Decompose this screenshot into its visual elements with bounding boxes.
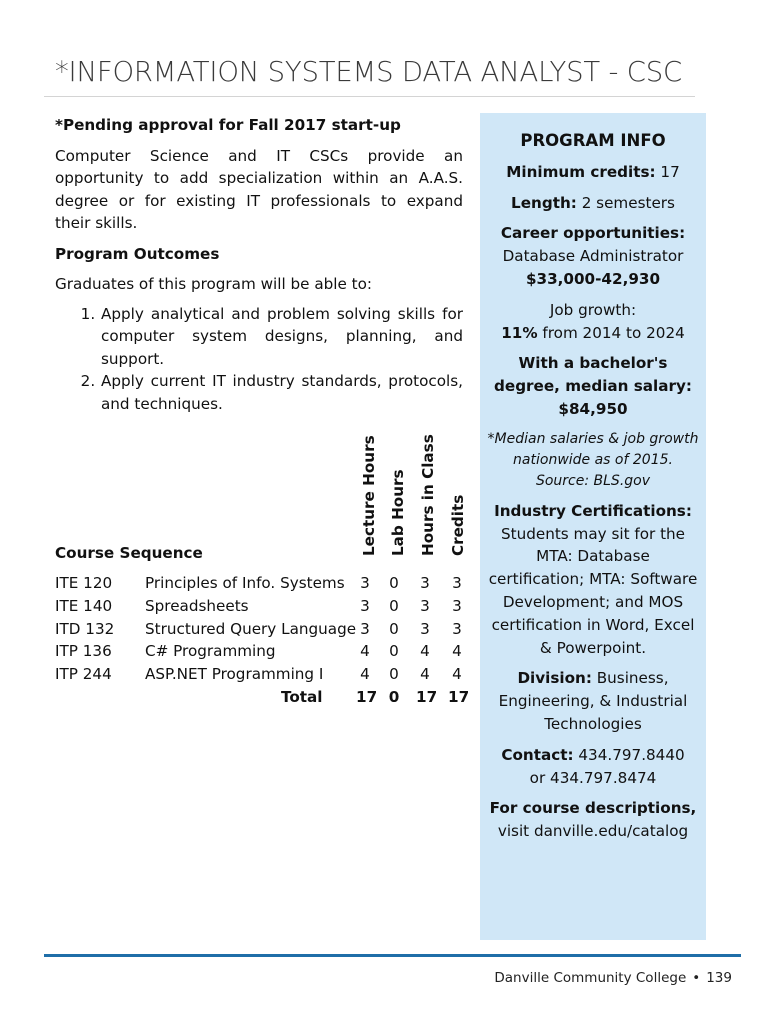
bachelor-salary-label: With a bachelor's degree, median salary: [494, 354, 692, 396]
industry-certifications [486, 500, 700, 660]
certifications-label: Industry Certifications: [494, 501, 692, 520]
credits-cell: 4 [452, 642, 462, 661]
hours-in-class-cell: 3 [420, 619, 430, 638]
total-credits: 17 [448, 687, 470, 706]
hours-in-class-cell: 4 [420, 642, 430, 661]
hours-in-class-cell: 3 [420, 574, 430, 592]
lab-hours-cell: 0 [389, 642, 399, 661]
salary-source-note: *Median salaries & job growth nationwide as of 2015. Source: BLS.gov [487, 430, 699, 489]
lecture-hours-cell: 4 [360, 642, 370, 661]
lecture-hours-cell: 3 [360, 596, 370, 615]
title-divider [44, 96, 695, 97]
program-info-sidebar [480, 113, 706, 940]
outcome-item: 2. Apply current IT industry standards, protocols, and techniques. [100, 370, 463, 415]
length-value: 2 semesters [581, 193, 675, 212]
minimum-credits-value: 17 [660, 162, 680, 181]
outcomes-list [55, 303, 463, 416]
career-salary: $33,000-42,930 [525, 269, 661, 288]
footer-separator: • [692, 970, 701, 986]
contact-label: Contact: [501, 745, 574, 764]
contact-phone-primary: 434.797.8440 [578, 745, 685, 764]
course-name: Principles of Info. Systems [145, 574, 345, 592]
course-name: Structured Query Language [145, 619, 357, 638]
minimum-credits [486, 161, 700, 184]
outcome-item: 1. Apply analytical and problem solving skills for computer system designs, planning, and support. [100, 303, 463, 371]
bachelor-salary [486, 352, 700, 420]
minimum-credits-label: Minimum credits: [506, 162, 656, 181]
total-lab-hours: 0 [388, 687, 400, 706]
credits-cell: 3 [452, 574, 462, 592]
column-header-hours-in-class: Hours in Class [419, 434, 437, 556]
course-name: C# Programming [145, 642, 276, 661]
course-code: ITP 244 [55, 665, 112, 684]
division [486, 667, 700, 735]
column-header-credits: Credits [449, 494, 467, 556]
course-name: ASP.NET Programming I [145, 665, 324, 684]
credits-cell: 3 [452, 596, 462, 615]
job-growth-percent: 11% [501, 323, 538, 342]
job-growth [486, 299, 700, 345]
hours-in-class-cell: 4 [420, 665, 430, 684]
contact [486, 744, 700, 790]
lecture-hours-cell: 3 [360, 619, 370, 638]
credits-cell: 3 [452, 619, 462, 638]
column-header-lab-hours: Lab Hours [389, 469, 407, 556]
bachelor-salary-value: $84,950 [558, 399, 628, 418]
program-description [55, 114, 463, 415]
career-label: Career opportunities: [500, 224, 686, 243]
lab-hours-cell: 0 [389, 665, 399, 684]
total-lecture-hours: 17 [356, 687, 378, 706]
division-value: Business, Engineering, & Industrial Technologies [498, 669, 688, 733]
job-growth-range: from 2014 to 2024 [542, 323, 685, 342]
course-code: ITD 132 [55, 619, 115, 638]
program-info-heading: PROGRAM INFO [520, 131, 666, 150]
page-footer [494, 970, 732, 986]
pending-approval-note: *Pending approval for Fall 2017 start-up [55, 116, 401, 134]
lab-hours-cell: 0 [389, 619, 399, 638]
hours-in-class-cell: 3 [420, 596, 430, 615]
course-sequence-heading: Course Sequence [55, 544, 203, 562]
course-descriptions-label: For course descriptions, [489, 799, 697, 818]
course-descriptions [486, 797, 700, 843]
footer-divider [44, 954, 741, 957]
career-opportunities [486, 222, 700, 290]
course-code: ITE 140 [55, 596, 113, 615]
page-number: 139 [706, 970, 732, 986]
lecture-hours-cell: 3 [360, 574, 370, 592]
total-label: Total [281, 687, 323, 706]
total-hours-in-class: 17 [416, 687, 438, 706]
credits-cell: 4 [452, 665, 462, 684]
division-label: Division: [517, 669, 592, 688]
column-header-lecture-hours: Lecture Hours [360, 435, 378, 556]
course-name: Spreadsheets [145, 596, 249, 615]
course-code: ITE 120 [55, 574, 113, 592]
catalog-link-text: visit danville.edu/catalog [497, 822, 689, 841]
lecture-hours-cell: 4 [360, 665, 370, 684]
contact-phone-secondary: or 434.797.8474 [529, 768, 657, 787]
graduates-statement: Graduates of this program will be able to: [55, 275, 373, 293]
intro-paragraph: Computer Science and IT CSCs provide an opportunity to add specialization within an A.A.S. degree or for existing IT professionals to expand their skills. [55, 146, 463, 232]
certifications-text: Students may sit for the MTA: Database certification; MTA: Software Development; and MOS certification in Word, Excel & Powerpoint. [488, 524, 698, 657]
program-outcomes-heading: Program Outcomes [55, 244, 220, 263]
lab-hours-cell: 0 [389, 596, 399, 615]
page-title: *INFORMATION SYSTEMS DATA ANALYST - CSC [55, 56, 683, 88]
course-code: ITP 136 [55, 642, 112, 661]
lab-hours-cell: 0 [389, 574, 399, 592]
length-label: Length: [511, 193, 577, 212]
program-length [486, 192, 700, 215]
career-job: Database Administrator [502, 247, 684, 266]
college-name: Danville Community College [494, 970, 687, 986]
job-growth-label: Job growth: [549, 300, 637, 319]
